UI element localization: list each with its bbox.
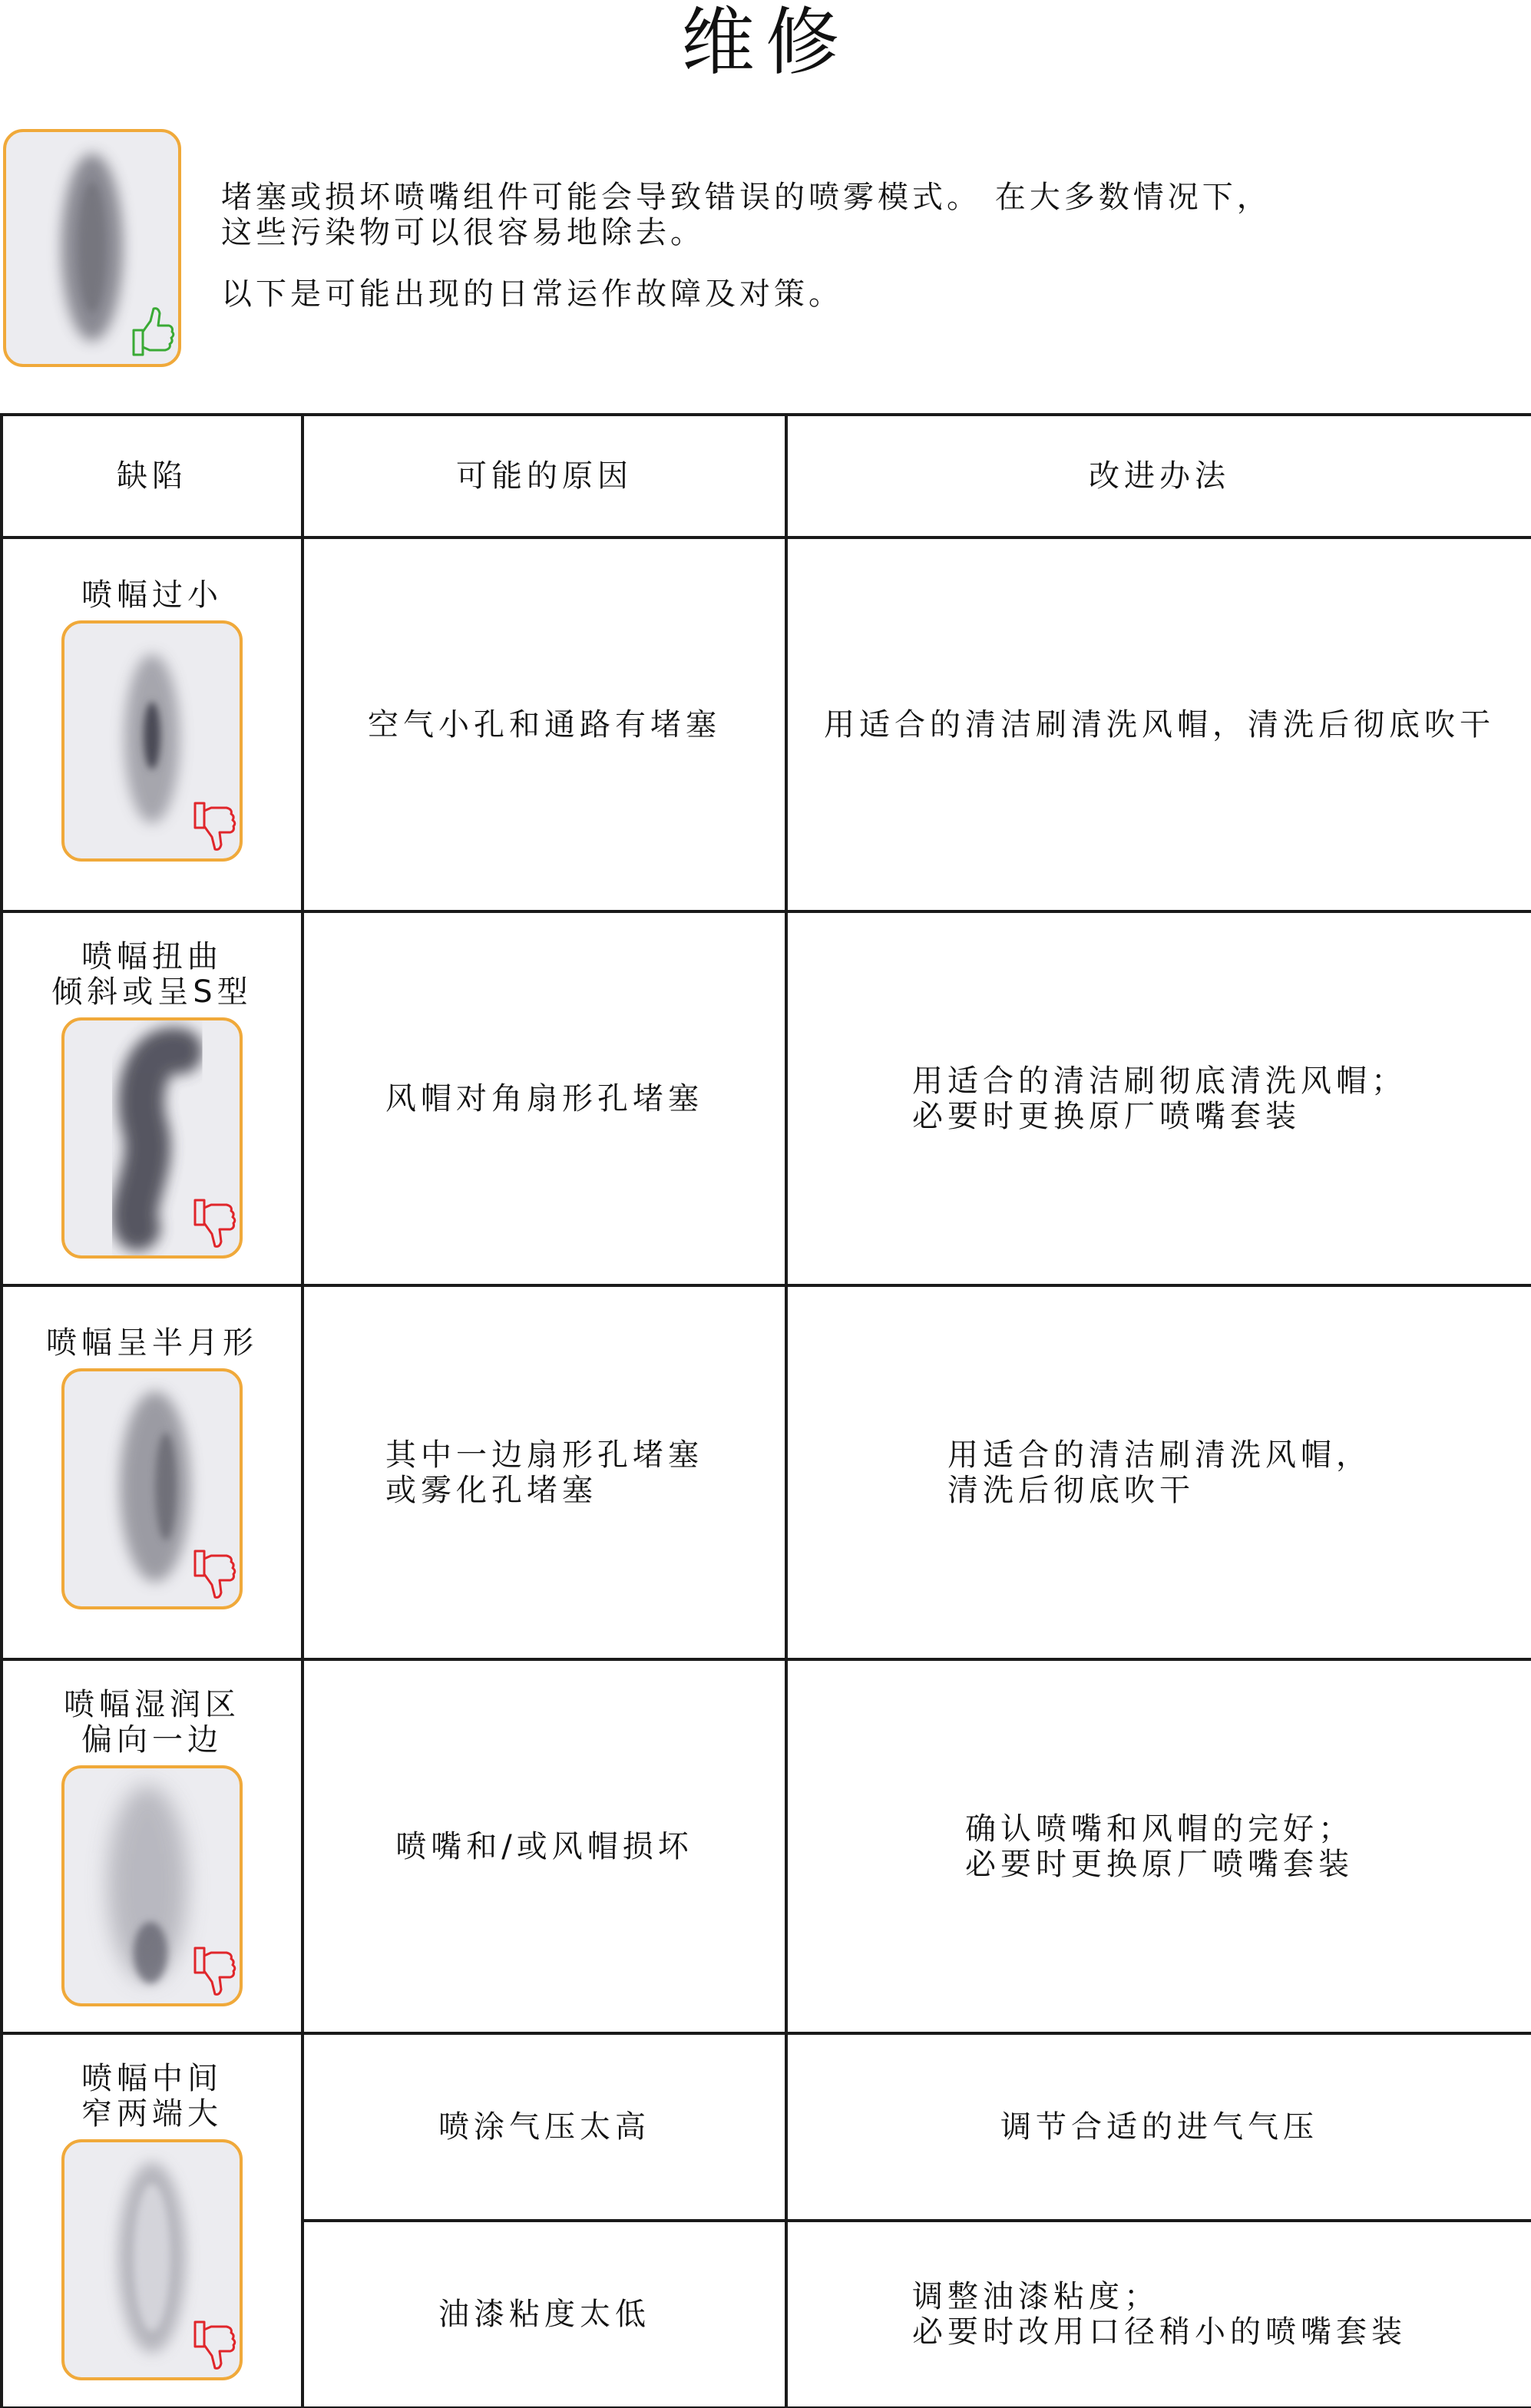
spray-pattern-image — [61, 1765, 243, 2006]
cause-cell — [303, 1285, 786, 1659]
fix-cell — [786, 911, 1531, 1285]
defect-cell — [2, 1285, 303, 1659]
fix-text: 调整油漆粘度； 必要时改用口径稍小的喷嘴套装 — [912, 2279, 1407, 2350]
thumbs-down-icon — [189, 1546, 236, 1602]
fix-text: 用适合的清洁刷清洗风帽， 清洗后彻底吹干 — [947, 1437, 1371, 1508]
defect-cell — [2, 538, 303, 911]
thumbs-down-icon — [189, 2317, 236, 2373]
table-row — [2, 538, 1531, 911]
table-row — [2, 911, 1531, 1285]
thumbs-down-icon — [189, 1943, 236, 1999]
thumbs-up-icon — [127, 304, 175, 359]
fix-cell: 调节合适的进气气压 — [786, 2033, 1531, 2221]
fix-cell — [786, 2221, 1531, 2408]
defect-name: 喷幅呈半月形 — [46, 1325, 258, 1361]
defect-cell — [2, 911, 303, 1285]
defect-name: 喷幅过小 — [81, 577, 223, 613]
spray-pattern-image — [61, 1017, 243, 1259]
troubleshooting-table — [0, 413, 1531, 2408]
defect-name: 喷幅扭曲 倾斜或呈S型 — [51, 939, 253, 1010]
fix-cell: 用适合的清洁刷清洗风帽，清洗后彻底吹干 — [786, 538, 1531, 911]
spray-pattern-image — [61, 1368, 243, 1609]
thumbs-down-icon — [189, 799, 236, 854]
fix-cell — [786, 1285, 1531, 1659]
cause-cell: 风帽对角扇形孔堵塞 — [303, 911, 786, 1285]
header-defect: 缺陷 — [2, 415, 303, 538]
header-fix: 改进办法 — [786, 415, 1531, 538]
cause-cell: 空气小孔和通路有堵塞 — [303, 538, 786, 911]
table-row — [2, 2033, 1531, 2221]
defect-name: 喷幅湿润区 偏向一边 — [64, 1687, 240, 1758]
spray-pattern-image — [61, 2139, 243, 2380]
table-row — [2, 1659, 1531, 2033]
defect-name: 喷幅中间 窄两端大 — [81, 2061, 223, 2132]
fix-text: 用适合的清洁刷彻底清洗风帽； 必要时更换原厂喷嘴套装 — [912, 1063, 1407, 1134]
spray-pattern-image — [61, 620, 243, 862]
cause-cell: 油漆粘度太低 — [303, 2221, 786, 2408]
defect-cell — [2, 1659, 303, 2033]
header-cause: 可能的原因 — [303, 415, 786, 538]
good-spray-pattern-image — [3, 129, 181, 367]
intro-paragraph-1: 堵塞或损坏喷嘴组件可能会导致错误的喷雾模式。 在大多数情况下， 这些污染物可以很容易地除去。 — [221, 180, 1271, 250]
table-row — [2, 1285, 1531, 1659]
fix-text: 确认喷嘴和风帽的完好； 必要时更换原厂喷嘴套装 — [965, 1811, 1354, 1882]
intro-text — [221, 180, 1419, 312]
defect-cell — [2, 2033, 303, 2408]
thumbs-down-icon — [189, 1196, 236, 1251]
cause-cell: 喷嘴和/或风帽损坏 — [303, 1659, 786, 2033]
cause-cell: 喷涂气压太高 — [303, 2033, 786, 2221]
intro-paragraph-2: 以下是可能出现的日常运作故障及对策。 — [221, 276, 843, 312]
page-title: 维修 — [681, 0, 850, 85]
table-header-row — [2, 415, 1531, 538]
cause-text: 其中一边扇形孔堵塞 或雾化孔堵塞 — [385, 1437, 703, 1508]
fix-cell — [786, 1659, 1531, 2033]
